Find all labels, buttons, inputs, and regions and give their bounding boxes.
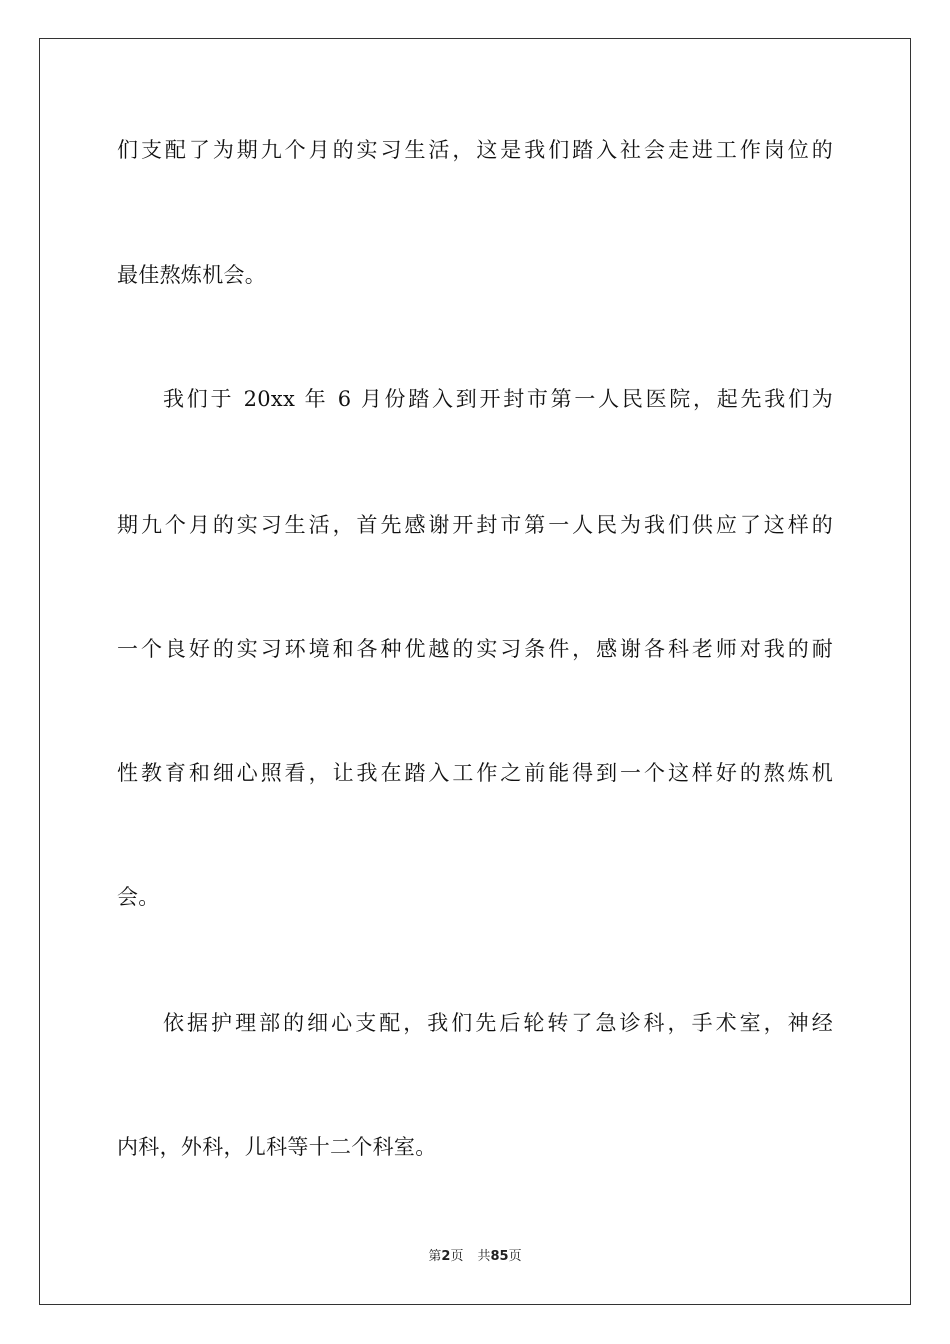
body-line-9: 内科，外科，儿科等十二个科室。 xyxy=(117,1135,437,1159)
body-line-6: 性教育和细心照看，让我在踏入工作之前能得到一个这样好的熬炼机 xyxy=(117,761,833,785)
footer-total-prefix: 共 xyxy=(477,1249,491,1264)
footer-page-prefix: 第 xyxy=(428,1249,442,1264)
footer-page-suffix: 页 xyxy=(450,1249,464,1264)
body-line-1: 们支配了为期九个月的实习生活，这是我们踏入社会走进工作岗位的 xyxy=(117,138,833,162)
footer-page-number: 2 xyxy=(441,1249,451,1264)
footer-total-suffix: 页 xyxy=(508,1249,522,1264)
body-line-8: 依据护理部的细心支配，我们先后轮转了急诊科，手术室，神经 xyxy=(163,1011,833,1035)
body-line-7: 会。 xyxy=(117,885,160,909)
body-line-3: 我们于 20xx 年 6 月份踏入到开封市第一人民医院，起先我们为 xyxy=(163,387,833,411)
body-line-5: 一个良好的实习环境和各种优越的实习条件，感谢各科老师对我的耐 xyxy=(117,637,833,661)
body-line-4: 期九个月的实习生活，首先感谢开封市第一人民为我们供应了这样的 xyxy=(117,513,833,537)
page-footer xyxy=(0,1245,950,1264)
body-line-2: 最佳熬炼机会。 xyxy=(117,263,267,287)
page-frame xyxy=(39,38,911,1305)
footer-total-pages: 85 xyxy=(490,1249,509,1264)
